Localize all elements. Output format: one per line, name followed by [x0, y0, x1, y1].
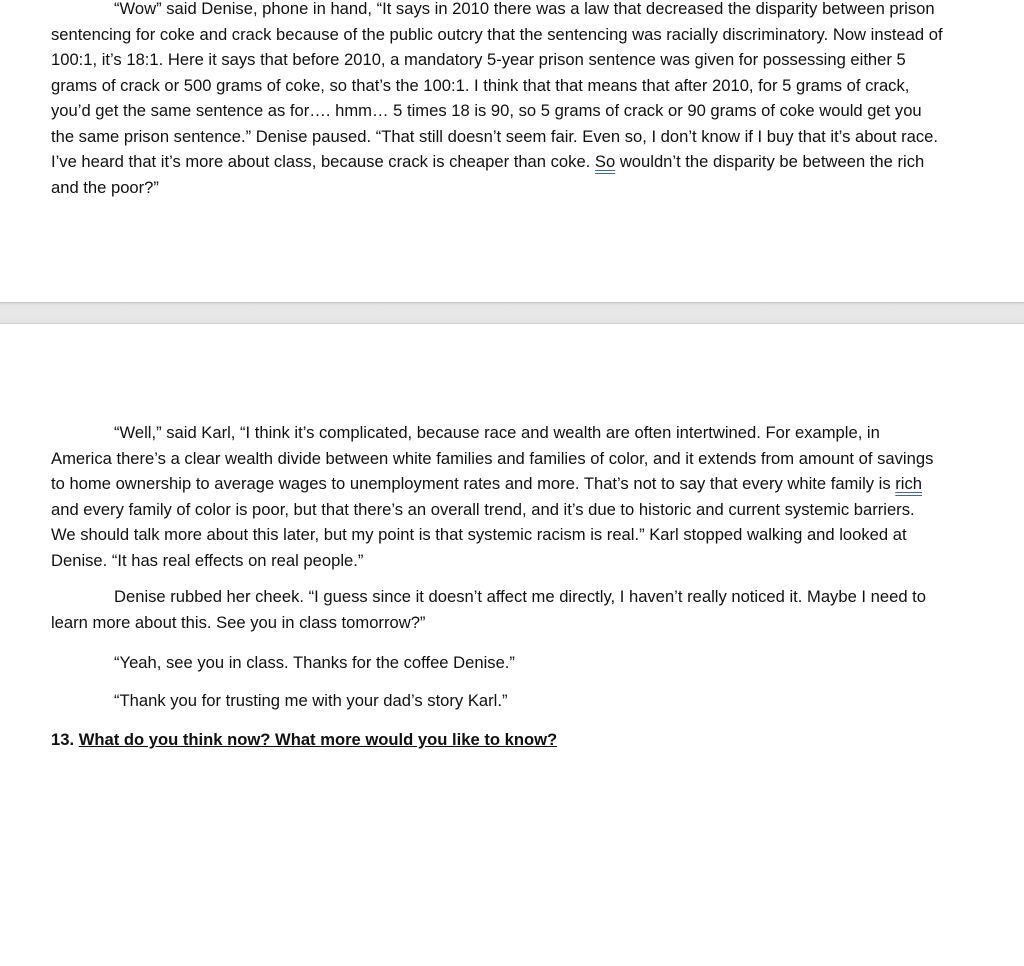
paragraph-karl-reply: “Yeah, see you in class. Thanks for the coffee Denise.” [114, 653, 515, 672]
paragraph-denise-sentencing [51, 0, 943, 200]
paragraph-text: and every family of color is poor, but that there’s an overall trend, and it’s due to historic and current systemic barriers. We should talk more about this later, but my point is that systemic racism is real.” Karl stopped walking and looked at Denise. “It has real effects on real people.” [51, 499, 915, 570]
grammar-flagged-word[interactable]: rich [895, 474, 923, 493]
question-13 [51, 727, 557, 753]
paragraph-denise-cheek: Denise rubbed her cheek. “I guess since it doesn’t affect me directly, I haven’t really noticed it. Maybe I need to learn more about this. See you in class tomorrow?” [51, 587, 926, 632]
paragraph-karl-wealth [51, 420, 943, 573]
paragraph-text: “Well,” said Karl, “I think it’s complicated, because race and wealth are often intertwined. For example, in America there’s a clear wealth divide between white families and families of color, and it extends from amount of savings to home ownership to average wages to unemployment rates and more. That’s not to say that every white family is [51, 423, 934, 493]
grammar-flagged-word[interactable]: So [594, 152, 616, 171]
question-text: What do you think now? What more would you like to know? [78, 730, 558, 749]
paragraph-denise-reply: “Thank you for trusting me with your dad’s story Karl.” [114, 691, 508, 710]
document-page-bottom [0, 324, 1024, 966]
paragraph-text: “Wow” said Denise, phone in hand, “It says in 2010 there was a law that decreased the disparity between prison sentencing for coke and crack because of the public outcry that the sentencing was racially discriminatory. Now instead of 100:1, it’s 18:1. Here it says that before 2010, a mandatory 5-year prison sentence was given for possessing either 5 grams of crack or 500 grams of coke, so that’s the 100:1. I think that that means that after 2010, for 5 grams of crack, you’d get the same sentence as for…. hmm… 5 times 18 is 90, so 5 grams of crack or 90 grams of coke would get you the same prison sentence.” Denise paused. “That still doesn’t seem fair. Even so, I don’t know if I buy that it’s about race. I’ve heard that it’s more about class, because crack is cheaper than coke. [51, 0, 943, 171]
paragraph-text: wouldn’t the disparity be between the rich and the poor?” [51, 152, 925, 197]
document-page-top [0, 0, 1024, 302]
page-break-separator [0, 302, 1024, 324]
question-number: 13. [51, 730, 75, 749]
